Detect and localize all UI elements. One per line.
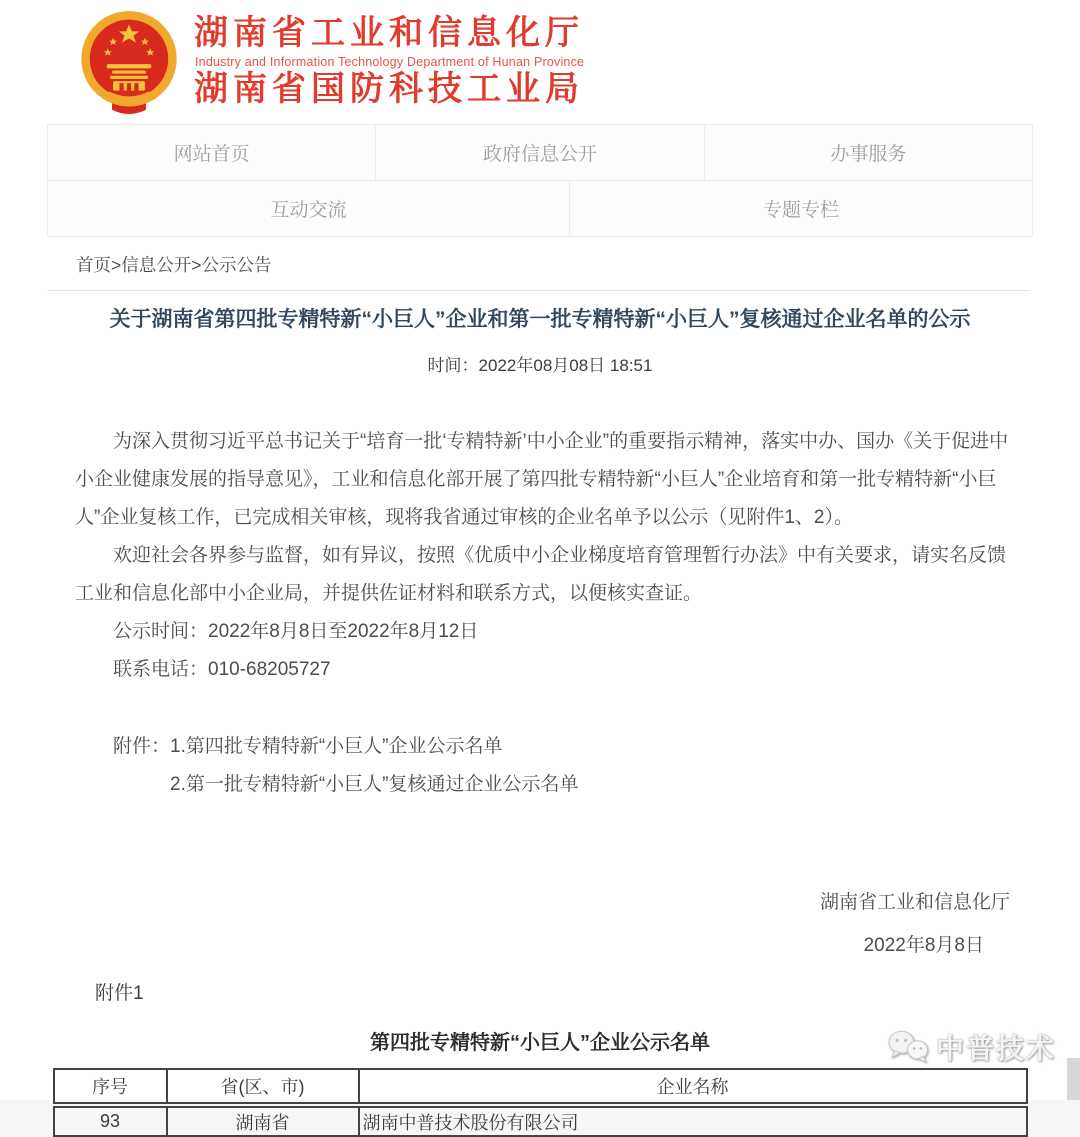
publicity-period: 公示时间：2022年8月8日至2022年8月12日 <box>113 621 479 643</box>
signature-org: 湖南省工业和信息化厅 <box>819 892 1010 914</box>
col-header-seq: 序号 <box>54 1069 167 1105</box>
org-titles <box>194 9 584 109</box>
nav-row-1 <box>48 125 1032 180</box>
enterprise-table <box>53 1068 1028 1137</box>
breadcrumb[interactable]: 首页>信息公开>公示公告 <box>76 255 272 275</box>
attachment-link-2: 2.第一批专精特新“小巨人”复核通过企业公示名单 <box>170 774 579 796</box>
paragraph-2: 欢迎社会各界参与监督，如有异议，按照《优质中小企业梯度培育管理暂行办法》中有关要求，请实名反馈工业和信息化部中小企业局，并提供佐证材料和联系方式，以便核实查证。 <box>75 545 1007 605</box>
nav-item-services[interactable]: 办事服务 <box>705 125 1032 180</box>
col-header-enterprise: 企业名称 <box>359 1069 1027 1105</box>
org-name-primary: 湖南省工业和信息化厅 <box>194 14 584 52</box>
paragraph-1: 为深入贯彻习近平总书记关于“培育一批‘专精特新’中小企业”的重要指示精神，落实中办、国办《关于促进中小企业健康发展的指导意见》，工业和信息化部开展了第四批专精特新“小巨人”企业培育和第一批专精特新“小巨人”企业复核工作，已完成相关审核，现将我省通过审核的企业名单予以公示（见附件1、2）。 <box>75 431 1009 529</box>
attachment1-label: 附件1 <box>95 983 144 1005</box>
table-header-row <box>54 1069 1027 1105</box>
org-name-english: Industry and Information Technology Department of Hunan Province <box>195 55 585 70</box>
contact-phone: 联系电话：010-68205727 <box>113 659 331 681</box>
signature-date: 2022年8月8日 <box>863 935 984 957</box>
scrollbar-thumb[interactable] <box>1067 1058 1080 1100</box>
attachment1-table-title: 第四批专精特新“小巨人”企业公示名单 <box>370 1032 710 1055</box>
org-name-secondary: 湖南省国防科技工业局 <box>194 70 584 109</box>
article-body <box>75 423 1010 965</box>
cell-seq: 93 <box>54 1105 167 1136</box>
site-header <box>0 0 1080 115</box>
nav-item-special-columns[interactable]: 专题专栏 <box>570 181 1032 236</box>
nav-item-gov-info[interactable]: 政府信息公开 <box>376 125 703 180</box>
main-nav <box>47 124 1033 237</box>
attachment-link-1: 附件：1.第四批专精特新“小巨人”企业公示名单 <box>113 736 503 758</box>
national-emblem-icon <box>76 9 182 115</box>
nav-item-home[interactable]: 网站首页 <box>48 125 375 180</box>
nav-row-2 <box>48 181 1032 236</box>
divider <box>47 290 1030 291</box>
cell-province: 湖南省 <box>167 1105 359 1136</box>
attachment-list <box>75 728 1010 804</box>
signature-block <box>75 884 1010 965</box>
watermark-text: 中普技术 <box>935 1033 1056 1064</box>
col-header-province: 省(区、市) <box>167 1069 359 1105</box>
nav-item-interaction[interactable]: 互动交流 <box>48 181 569 236</box>
table-row <box>54 1105 1027 1136</box>
article-timestamp: 时间：2022年08月08日 18:51 <box>427 356 653 376</box>
article-title: 关于湖南省第四批专精特新“小巨人”企业和第一批专精特新“小巨人”复核通过企业名单的公示 <box>109 308 971 331</box>
cell-enterprise-name: 湖南中普技术股份有限公司 <box>359 1105 1027 1136</box>
